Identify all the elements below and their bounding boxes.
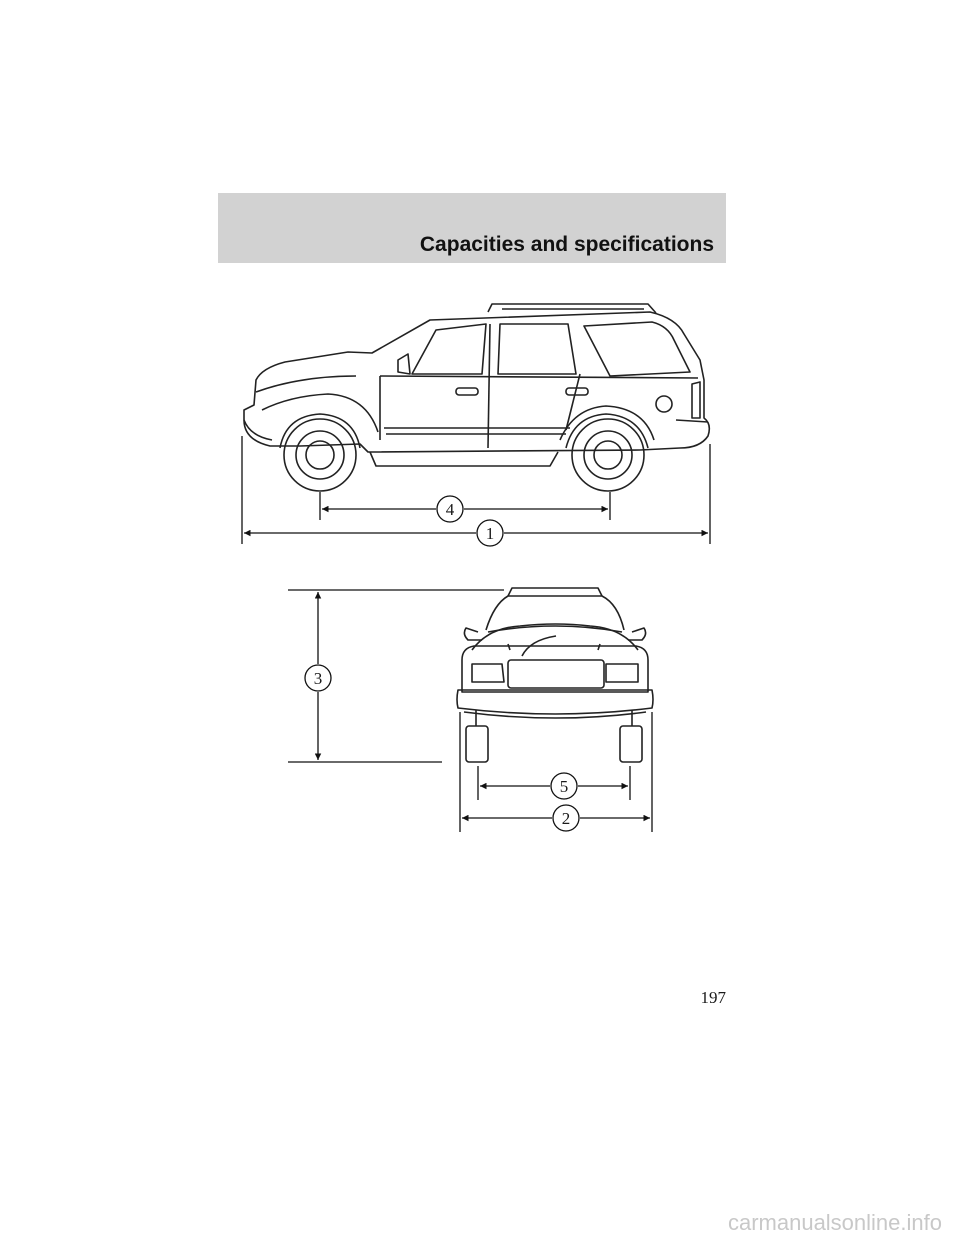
- callout-overall-width: 2: [561, 809, 571, 828]
- callout-wheelbase: 4: [445, 500, 455, 519]
- rear-wheel: [572, 419, 644, 491]
- watermark: carmanualsonline.info: [727, 1210, 942, 1235]
- callout-overall-height: 3: [313, 669, 323, 688]
- page-number: 197: [700, 988, 726, 1007]
- wheelbase-dimension: [320, 492, 610, 522]
- section-title: Capacities and specifications: [419, 233, 714, 256]
- callout-track: 5: [559, 777, 569, 796]
- vehicle-front-view: [457, 588, 653, 762]
- overall-length-dimension: [242, 436, 710, 546]
- front-wheel: [284, 419, 356, 491]
- track-dimension: [478, 766, 630, 800]
- callout-overall-length: 1: [485, 524, 495, 543]
